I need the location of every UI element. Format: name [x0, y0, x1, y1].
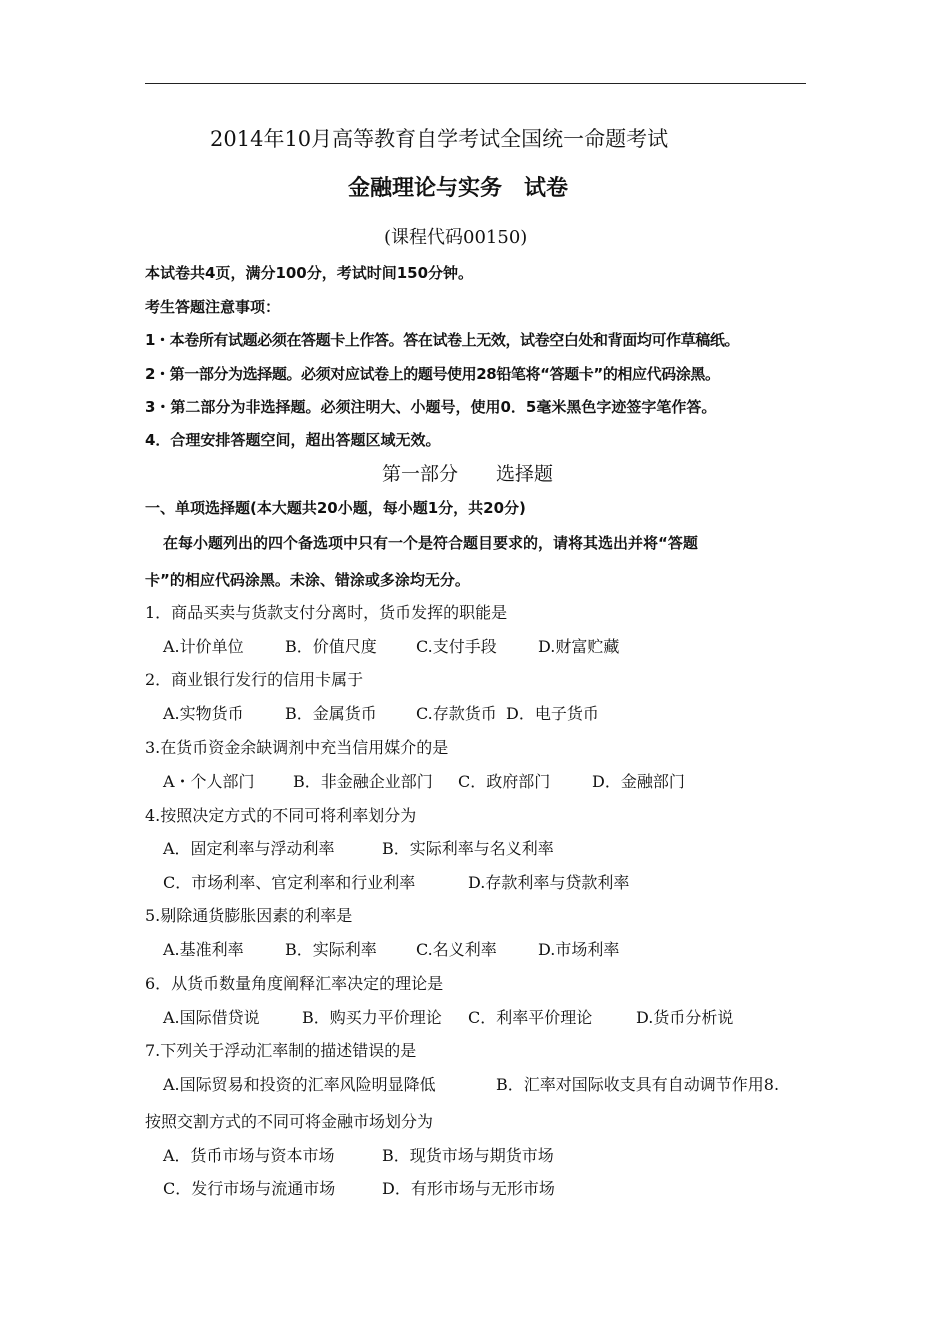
exam-title: 2014年10月高等教育自学考试全国统一命题考试 [210, 127, 669, 151]
option: B．实际利率 [285, 940, 377, 959]
option: D.财富贮藏 [538, 637, 620, 656]
option: A.国际借贷说 [163, 1008, 260, 1027]
option: C．市场利率、官定利率和行业利率 [163, 873, 416, 892]
section-title: 一、单项选择题(本大题共20小题，每小题1分，共20分) [145, 499, 526, 517]
option: D．电子货币 [506, 704, 599, 723]
option: D.货币分析说 [636, 1008, 734, 1027]
option: C．政府部门 [458, 772, 551, 791]
question-stem: 4.按照决定方式的不同可将利率划分为 [145, 806, 417, 825]
option: C.名义利率 [416, 940, 497, 959]
option: D.存款利率与贷款利率 [468, 873, 630, 892]
option: B．价值尺度 [285, 637, 377, 656]
course-code: (课程代码00150) [384, 227, 528, 248]
question-stem: 5.剔除通货膨胀因素的利率是 [145, 906, 353, 925]
option: A.实物货币 [163, 704, 244, 723]
notice-item: 2・第一部分为选择题。必须对应试卷上的题号使用28铅笔将“答题卡”的相应代码涂黑。 [145, 365, 720, 383]
exam-summary: 本试卷共4页，满分100分，考试时间150分钟。 [145, 264, 474, 282]
option: A.国际贸易和投资的汇率风险明显降低 [163, 1075, 436, 1094]
part-heading: 第一部分 选择题 [382, 463, 554, 485]
question-stem: 按照交割方式的不同可将金融市场划分为 [145, 1112, 434, 1131]
notice-item: 1・本卷所有试题必须在答题卡上作答。答在试卷上无效，试卷空白处和背面均可作草稿纸。 [145, 331, 740, 349]
option: A．货币市场与资本市场 [163, 1146, 335, 1165]
option: D．金融部门 [592, 772, 685, 791]
option: C．发行市场与流通市场 [163, 1179, 336, 1198]
option: B．金属货币 [285, 704, 377, 723]
option: A・个人部门 [163, 772, 255, 791]
option: C.存款货币 [416, 704, 497, 723]
option: C．利率平价理论 [468, 1008, 593, 1027]
subject-title: 金融理论与实务 试卷 [348, 176, 569, 201]
question-stem: 7.下列关于浮动汇率制的描述错误的是 [145, 1041, 417, 1060]
option: B．购买力平价理论 [302, 1008, 442, 1027]
notice-item: 4．合理安排答题空间，超出答题区域无效。 [145, 431, 441, 449]
instruction-line: 在每小题列出的四个备选项中只有一个是符合题目要求的，请将其选出并将“答题 [163, 534, 698, 552]
option: B．非金融企业部门 [293, 772, 433, 791]
option: A．固定利率与浮动利率 [163, 839, 335, 858]
question-stem: 3.在货币资金余缺调剂中充当信用媒介的是 [145, 738, 449, 757]
option: A.基准利率 [163, 940, 244, 959]
option: B．汇率对国际收支具有自动调节作用8. [496, 1075, 780, 1094]
question-stem: 1．商品买卖与货款支付分离时，货币发挥的职能是 [145, 603, 508, 622]
question-stem: 6．从货币数量角度阐释汇率决定的理论是 [145, 974, 444, 993]
instruction-line: 卡”的相应代码涂黑。未涂、错涂或多涂均无分。 [145, 571, 470, 589]
notice-item: 3・第二部分为非选择题。必须注明大、小题号，使用0．5毫米黑色字迹签字笔作答。 [145, 398, 717, 416]
option: B．现货市场与期货市场 [382, 1146, 554, 1165]
option: C.支付手段 [416, 637, 497, 656]
notice-heading: 考生答题注意事项： [145, 298, 281, 316]
option: D．有形市场与无形市场 [382, 1179, 555, 1198]
option: D.市场利率 [538, 940, 620, 959]
question-stem: 2．商业银行发行的信用卡属于 [145, 670, 364, 689]
option: A.计价单位 [163, 637, 244, 656]
option: B．实际利率与名义利率 [382, 839, 554, 858]
header-rule [145, 83, 806, 84]
